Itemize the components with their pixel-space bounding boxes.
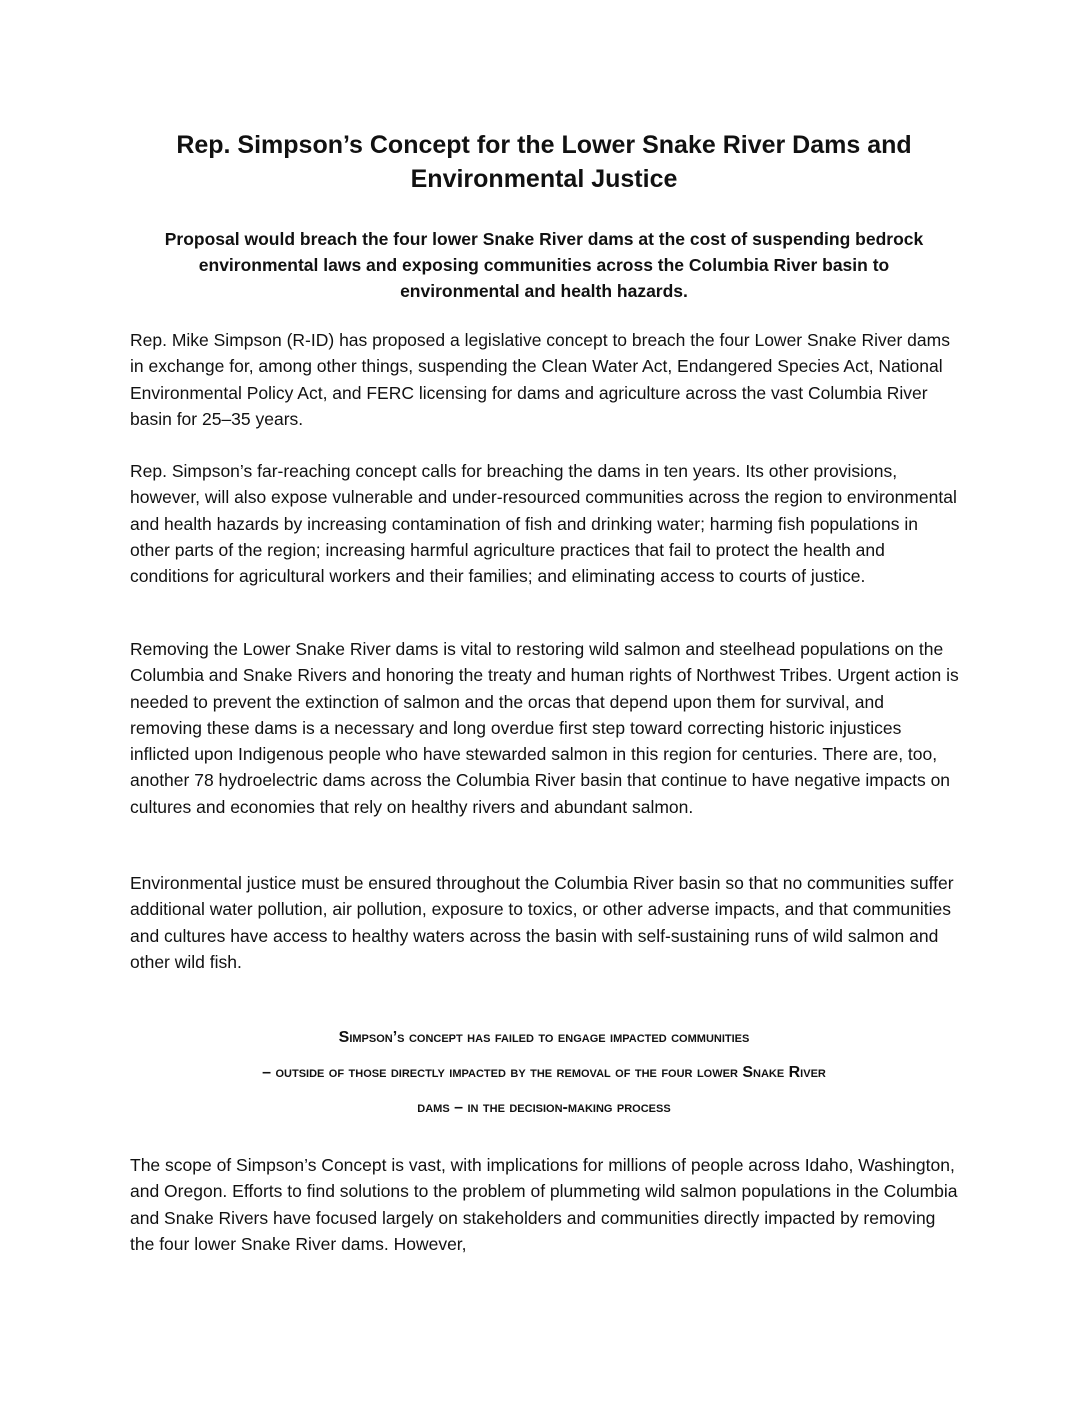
- subtitle-line-2: environmental laws and exposing communities across the Columbia River basin to: [198, 255, 890, 275]
- subtitle-line-1: Proposal would breach the four lower Snake River dams at the cost of suspending bedrock: [164, 229, 924, 249]
- title-line-1: Rep. Simpson’s Concept for the Lower Snake River Dams and: [176, 131, 912, 159]
- body-paragraph-1: Rep. Mike Simpson (R-ID) has proposed a legislative concept to breach the four Lower Snake River dams in exchange for, among other things, suspending the Clean Water Act, Endangered Species Act, National Environmental Policy Act, and FERC licensing for dams and agriculture across the vast Columbia River basin for 25–35 years.: [130, 330, 950, 429]
- section-heading-line-3: dams – in the decision-making process: [417, 1099, 671, 1116]
- body-paragraph-2: Rep. Simpson’s far-reaching concept calls for breaching the dams in ten years. Its other provisions, however, will also expose vulnerable and under-resourced communities across the region to environmental and health hazards by increasing contamination of fish and drinking water; harming fish populations in other parts of the region; increasing harmful agriculture practices that fail to protect the health and conditions for agricultural workers and their families; and eliminating access to courts of justice.: [130, 461, 957, 587]
- section-heading-line-1: Simpson’s concept has failed to engage impacted communities: [338, 1029, 750, 1046]
- body-paragraph-3: Removing the Lower Snake River dams is vital to restoring wild salmon and steelhead populations on the Columbia and Snake Rivers and honoring the treaty and human rights of Northwest Tribes. Urgent action is needed to prevent the extinction of salmon and the orcas that depend upon them for survival, and removing these dams is a necessary and long overdue first step toward correcting historic injustices inflicted upon Indigenous people who have stewarded salmon in this region for centuries. There are, too, another 78 hydroelectric dams across the Columbia River basin that continue to have negative impacts on cultures and economies that rely on healthy rivers and abundant salmon.: [130, 639, 959, 817]
- body-paragraph-5: The scope of Simpson’s Concept is vast, with implications for millions of people across Idaho, Washington, and Oregon. Efforts to find solutions to the problem of plummeting wild salmon populations in the Columbia and Snake Rivers have focused largely on stakeholders and communities directly impacted by removing the four lower Snake River dams. However,: [130, 1155, 958, 1254]
- section-heading: [130, 1020, 958, 1125]
- title-line-2: Environmental Justice: [410, 165, 678, 193]
- page-subtitle: [130, 226, 958, 304]
- section-heading-line-2: – outside of those directly impacted by the removal of the four lower Snake River: [262, 1064, 826, 1081]
- subtitle-line-3: environmental and health hazards.: [400, 281, 688, 301]
- page-title: [130, 128, 958, 196]
- body-paragraph-4: Environmental justice must be ensured throughout the Columbia River basin so that no communities suffer additional water pollution, air pollution, exposure to toxics, or other adverse impacts, and that communities and cultures have access to healthy waters across the basin with self-sustaining runs of wild salmon and other wild fish.: [130, 873, 954, 972]
